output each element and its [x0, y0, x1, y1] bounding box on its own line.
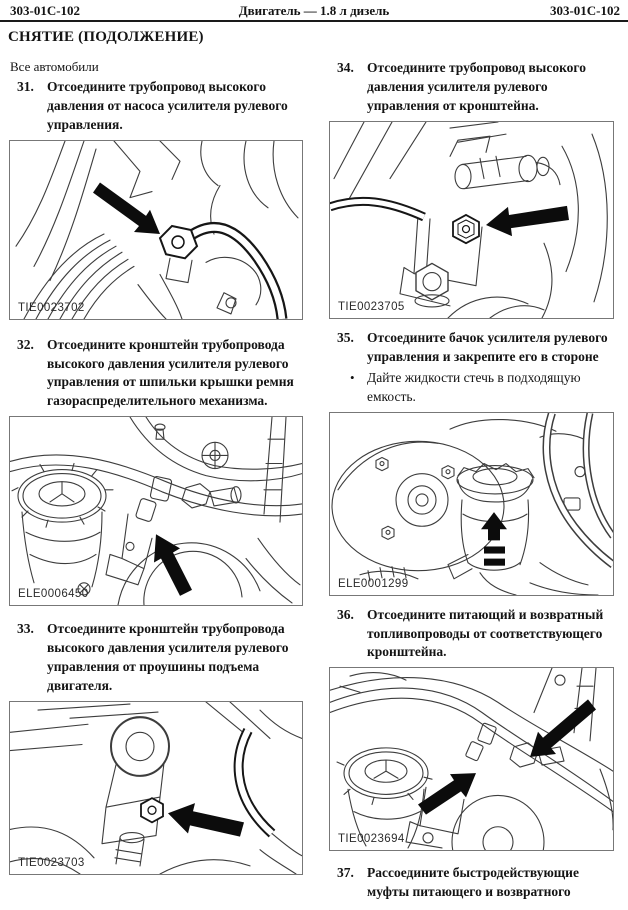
pointer-arrow-icon [486, 206, 569, 236]
step-37 [328, 864, 620, 902]
figure-34 [329, 121, 614, 319]
engine-illustration [330, 668, 613, 850]
figure-32 [9, 416, 303, 606]
hex-bolt [141, 798, 163, 822]
figure-caption: ELE0006450 [18, 588, 89, 601]
engine-linework [330, 668, 613, 850]
hose [239, 730, 302, 855]
doc-title-center: Двигатель — 1.8 л дизель [238, 3, 390, 18]
figure-33 [9, 701, 303, 875]
step-text: Отсоедините кронштейн трубопровода высокого давления усилителя рулевого управления от проушины подъема двигателя. [47, 621, 289, 693]
bullet-text: Дайте жидкости стечь в подходящую емкость. [367, 370, 581, 405]
step-number: 32. [17, 336, 34, 352]
engine-illustration [10, 702, 302, 874]
figure-36 [329, 667, 614, 851]
step-number: 37. [337, 865, 354, 881]
figure-31 [9, 140, 303, 320]
left-column [8, 57, 308, 887]
lift-arrow-icon [481, 512, 507, 566]
step-number: 36. [337, 606, 354, 622]
step-text: Отсоедините питающий и возвратный топливопроводы от соответствующего кронштейна. [367, 606, 604, 660]
step-text: Рассоедините быстродействующие муфты питающего и возвратного [367, 865, 579, 900]
engine-linework [12, 417, 300, 605]
lower-hex-bolt [415, 263, 449, 306]
bullet-marker: • [350, 370, 355, 386]
hex-bolt [453, 215, 479, 243]
step-33 [8, 620, 308, 696]
header-rule [0, 20, 628, 22]
figure-caption: TIE0023702 [18, 301, 85, 314]
step-number: 33. [17, 621, 34, 637]
hose [330, 201, 424, 217]
step-text: Отсоедините трубопровод высокого давления от насоса усилителя рулевого управления. [47, 79, 288, 132]
step-34 [328, 59, 620, 116]
hoses [547, 413, 613, 565]
pointer-arrow-icon [93, 182, 160, 234]
pressure-line-hose [190, 227, 282, 319]
step-number: 34. [337, 60, 354, 75]
step-text: Отсоедините трубопровод высокого давления усилителя рулевого управления от кронштейна. [367, 60, 586, 113]
step-36 [328, 606, 620, 663]
page-header [0, 3, 628, 20]
figure-35 [329, 412, 614, 596]
step-text: Отсоедините кронштейн трубопровода высокого давления усилителя рулевого управления от шпильки крышки ремня газораспределительного механизма. [47, 336, 294, 409]
engine-illustration [330, 413, 613, 595]
right-column [328, 57, 620, 904]
step-number: 35. [337, 329, 354, 345]
engine-illustration [10, 417, 302, 605]
engine-illustration [10, 141, 302, 319]
step-32 [8, 336, 308, 412]
step-35-bullet [328, 369, 620, 406]
doc-code-right: 303-01C-102 [549, 3, 620, 18]
engine-illustration [330, 122, 613, 318]
applicability-note: Все автомобили [10, 59, 99, 74]
step-35 [328, 329, 620, 367]
figure-caption: ELE0001299 [338, 577, 409, 590]
section-title: СНЯТИЕ (ПОДОЛЖЕНИЕ) [8, 29, 204, 45]
engine-linework [10, 702, 302, 874]
pointer-arrow-icon [168, 803, 244, 836]
hex-fitting [160, 226, 197, 283]
step-31 [8, 78, 308, 135]
figure-caption: TIE0023705 [338, 300, 405, 313]
doc-code-left: 303-01C-102 [10, 3, 81, 18]
step-text: Отсоедините бачок усилителя рулевого управления и закрепите его в стороне [367, 329, 608, 364]
figure-caption: TIE0023694 [338, 833, 405, 846]
figure-caption: TIE0023703 [18, 856, 85, 869]
step-number: 31. [17, 79, 34, 94]
